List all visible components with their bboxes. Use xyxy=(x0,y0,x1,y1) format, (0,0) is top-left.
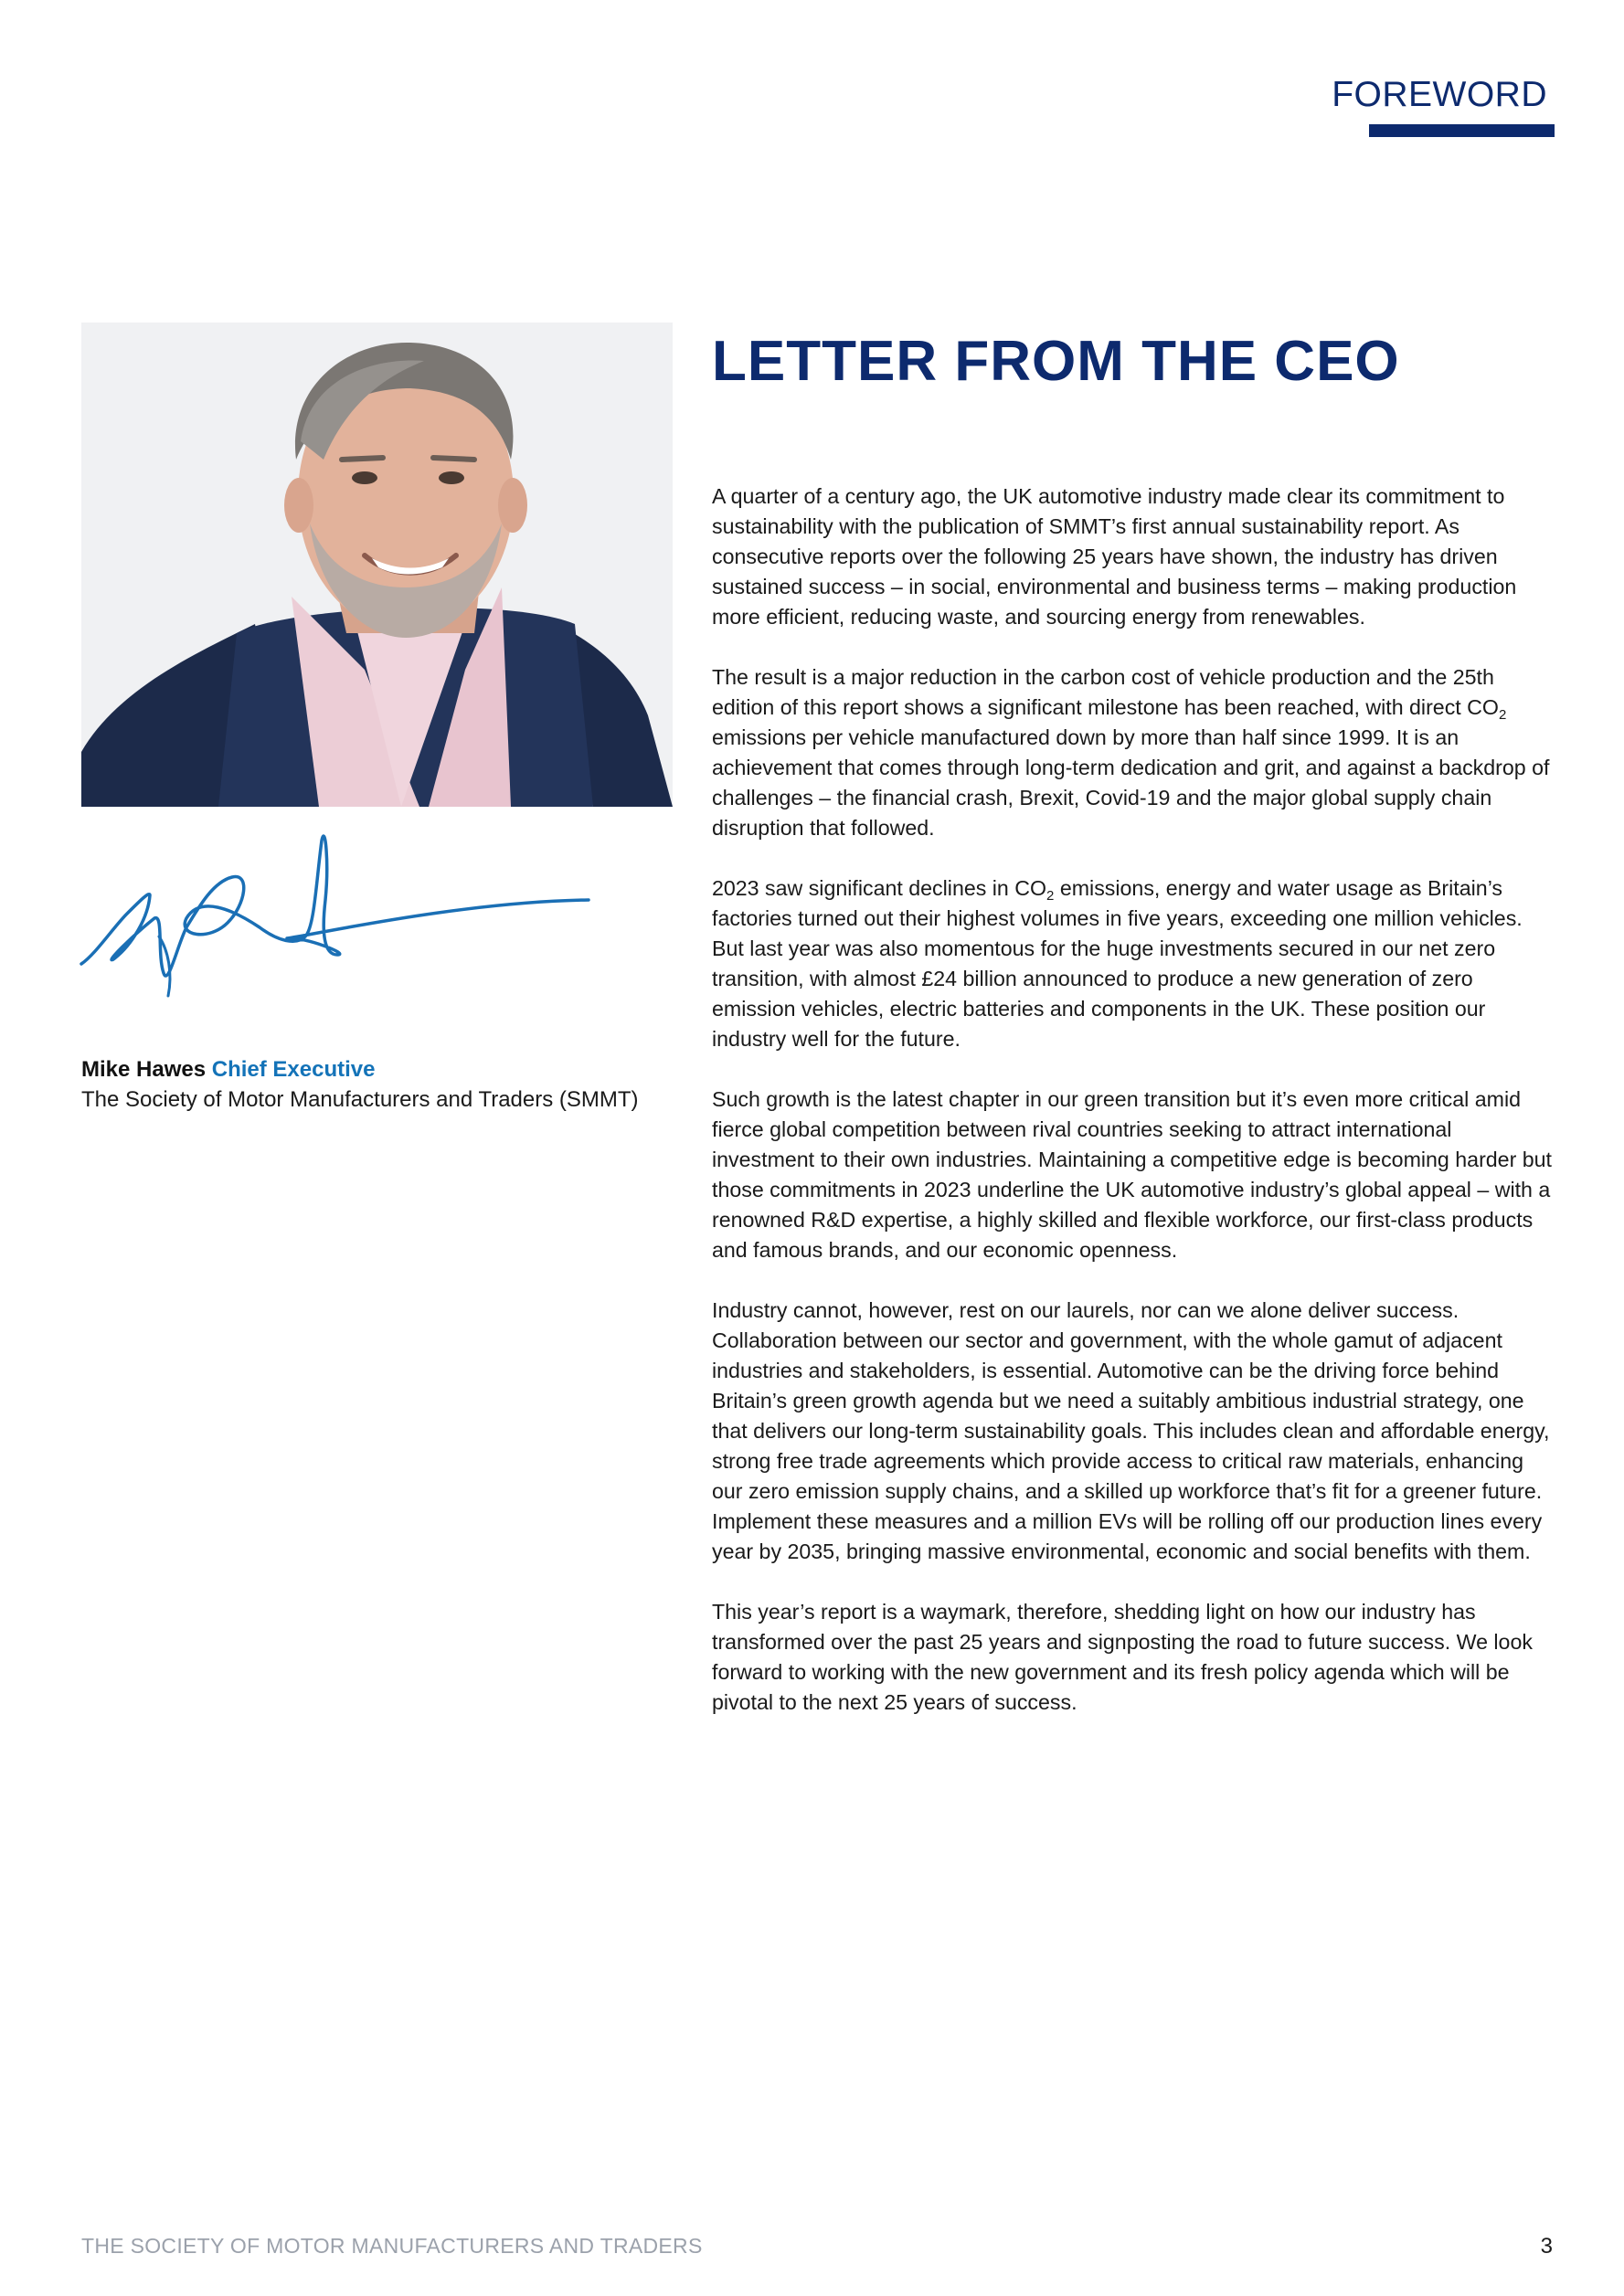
signatory-block xyxy=(81,1054,639,1115)
ceo-portrait xyxy=(81,323,673,807)
subscript-2: 2 xyxy=(1498,707,1507,723)
paragraph-5: Industry cannot, however, rest on our laurels, nor can we alone deliver success. Collaboration between our sector and government, with the whole gamut of adjacent industries and stakeholders, is essential. Automotive can be the driving force behind Britain’s green growth agenda but we need a suitably ambitious industrial strategy, one that delivers our long-term sustainability goals. This includes clean and affordable energy, strong free trade agreements which provide access to critical raw materials, enhancing our zero emission supply chains, and a skilled up workforce that’s fit for a greener future. Implement these measures and a million EVs will be rolling off our production lines every year by 2035, bringing massive environmental, economic and social benefits with them. xyxy=(712,1298,1550,1563)
paragraph-2-text-b: emissions per vehicle manufactured down by more than half since 1999. It is an achievement that comes through long-term dedication and grit, and against a backdrop of challenges – the financial crash, Brexit, Covid-19 and the major global supply chain disruption that followed. xyxy=(712,725,1550,840)
paragraph-3 xyxy=(712,873,1553,1054)
signature xyxy=(77,827,625,1010)
paragraph-2 xyxy=(712,662,1553,843)
signatory-role: Chief Executive xyxy=(211,1057,376,1082)
section-label: FOREWORD xyxy=(1332,75,1547,114)
letter-body xyxy=(712,481,1553,1748)
paragraph-3-text-b: emissions, energy and water usage as Britain’s factories turned out their highest volumes in five years, exceeding one million vehicles. But last year was also momentous for the huge investments secured in our net zero transition, with almost £24 billion announced to produce a new generation of zero emission vehicles, electric batteries and components in the UK. These position our industry well for the future. xyxy=(712,876,1523,1051)
signatory-organisation: The Society of Motor Manufacturers and Traders (SMMT) xyxy=(81,1087,639,1112)
footer-organisation: THE SOCIETY OF MOTOR MANUFACTURERS AND TRADERS xyxy=(81,2234,703,2258)
paragraph-2-text-a: The result is a major reduction in the carbon cost of vehicle production and the 25th edition of this report shows a significant milestone has been reached, with direct CO xyxy=(712,665,1499,719)
page-number: 3 xyxy=(1540,2234,1553,2259)
subscript-2: 2 xyxy=(1046,888,1055,904)
paragraph-4: Such growth is the latest chapter in our green transition but it’s even more critical amid fierce global competition between rival countries seeking to attract international investment to their own industries. Maintaining a competitive edge is becoming harder but those commitments in 2023 underline the UK automotive industry’s global appeal – with a renowned R&D expertise, a highly skilled and flexible workforce, our first-class products and famous brands, and our economic openness. xyxy=(712,1087,1552,1262)
page-title: LETTER FROM THE CEO xyxy=(712,330,1400,393)
paragraph-1: A quarter of a century ago, the UK automotive industry made clear its commitment to sustainability with the publication of SMMT’s first annual sustainability report. As consecutive reports over the following 25 years have shown, the industry has driven sustained success – in social, environmental and business terms – making production more efficient, reducing waste, and sourcing energy from renewables. xyxy=(712,484,1517,629)
signatory-name: Mike Hawes xyxy=(81,1057,207,1082)
paragraph-3-text-a: 2023 saw significant declines in CO xyxy=(712,876,1047,900)
section-underline xyxy=(1369,124,1555,137)
paragraph-6: This year’s report is a waymark, therefore, shedding light on how our industry has transformed over the past 25 years and signposting the road to future success. We look forward to working with the new government and its fresh policy agenda which will be pivotal to the next 25 years of success. xyxy=(712,1600,1533,1714)
